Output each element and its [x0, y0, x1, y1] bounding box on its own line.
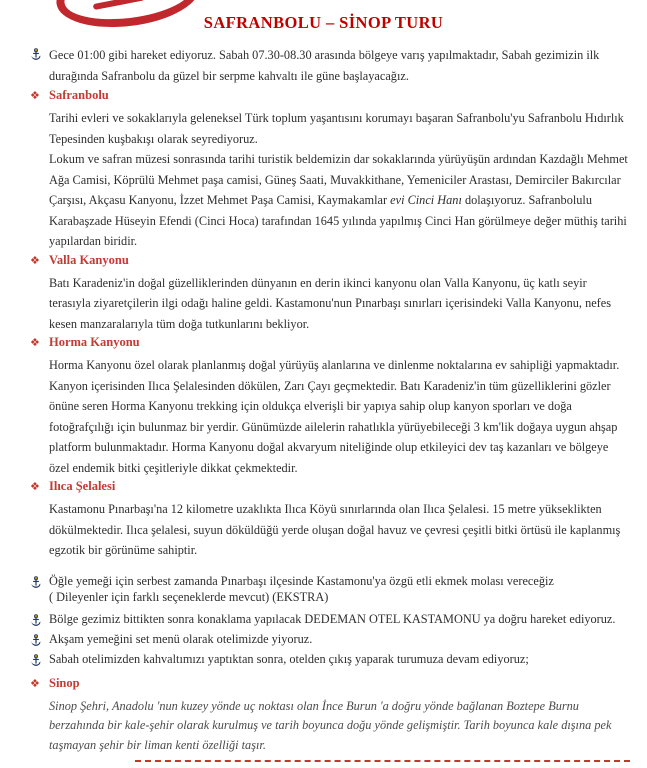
list-item	[30, 45, 630, 87]
paragraph-horma: Horma Kanyonu özel olarak planlanmış doğal yürüyüş alanlarına ve dinlenme noktalarına ev sahipliği yapmaktadır. Kanyon içerisinden Ilıca Şelalesinden dökülen, Zarı Çayı geçmektedir. Batı Karadeniz'in tüm güzelliklerini gözler önüne seren Horma Kanyonu trekking için oldukça elverişli bir yapıya sahip olup kanyon sporları ve doğa fotoğrafçılığı için bulunmaz bir yerdir. Günümüzde ailelerin rahatlıkla yürüyebileceği 3 km'lik doğaya uygun ahşap platform bulunmaktadır. Horma Kanyonu doğal akvaryum niteliğinde olup etkileyici dev taş kazanları ve bölgeye özel endemik bitki çeşitleriyle dikkat çekmektedir.	[49, 358, 620, 475]
list-item-text: Sabah otelimizden kahvaltımızı yaptıktan sonra, otelden çıkış yaparak turumuza devam ediyoruz;	[49, 651, 529, 666]
section-sinop	[30, 676, 630, 756]
diamond-bullet-icon: ❖	[30, 253, 40, 267]
paragraph-valla: Batı Karadeniz'in doğal güzelliklerinden dünyanın en derin ikinci kanyonu olan Valla Kanyonu, üç katlı seyir terasıyla ziyaretçilerin ilgi odağı haline geldi. Kastamonu'nun Pınarbaşı sınırları içerisindeki Valla Kanyonu, nefes kesen manzaralarıyla tüm doğa tutkunlarını bekliyor.	[49, 275, 612, 331]
section-heading-safranbolu	[30, 88, 630, 108]
diamond-bullet-icon: ❖	[30, 89, 40, 102]
section-title: Safranbolu	[49, 88, 109, 102]
paragraph-text: Lokum ve safran müzesi sonrasında tarihi turistik beldemizin dar sokaklarında yürüyüşün ardından Kazdağlı Mehmet Ağa Camisi, Köprülü Mehmet paşa camisi, Güneş Saati, Muvakkithane, Yemeniciler Arastası, Demirciler Bakırcılar Çarşısı, Akçasu Kanyonu, İzzet Mehmet Paşa Camisi, Kaymakamlar	[49, 152, 628, 207]
list-item	[30, 573, 630, 606]
anchor-bullet-icon	[30, 654, 42, 671]
list-item	[30, 611, 630, 631]
section-title: Valla Kanyonu	[49, 252, 129, 267]
diamond-bullet-icon: ❖	[30, 480, 40, 493]
paragraph-safranbolu-1: Tarihi evleri ve sokaklarıyla geleneksel Türk toplum yaşantısını korumayı başaran Safranbolu'yu Safranbolu Hıdırlık Tepesinden kuşbakışı olarak seyrediyoruz.	[49, 111, 624, 146]
page-title: SAFRANBOLU – SİNOP TURU	[203, 13, 444, 32]
anchor-bullet-icon	[30, 614, 42, 631]
section-heading-ilica-selalesi	[30, 479, 630, 499]
list-item-line: Öğle yemeği için serbest zamanda Pınarbaşı ilçesinde Kastamonu'ya özgü etli ekmek molası vereceğiz	[49, 573, 554, 588]
dashed-separator	[135, 760, 630, 762]
section-heading-sinop	[30, 676, 630, 696]
anchor-bullet-icon	[30, 576, 42, 593]
anchor-bullet-icon	[30, 634, 42, 651]
logistics-list	[30, 573, 630, 671]
intro-text: Gece 01:00 gibi hareket ediyoruz. Sabah 07.30-08.30 arasında bölgeye varış yapılmaktadır, Sabah gezimizin ilk durağında Safranbolu da güzel bir serpme kahvaltı ile güne başlayacağız.	[49, 48, 600, 83]
italic-text: evi Cinci Hanı	[390, 193, 462, 207]
list-item-text: Akşam yemeğini set menü olarak otelimizde yiyoruz.	[49, 631, 313, 646]
section-heading-valla-kanyonu	[30, 253, 630, 273]
section-heading-horma-kanyonu	[30, 335, 630, 355]
document-body	[0, 45, 647, 762]
section-title: Sinop	[49, 675, 80, 690]
paragraph-ilica: Kastamonu Pınarbaşı'na 12 kilometre uzaklıkta Ilıca Köyü sınırlarında olan Ilıca Şelalesi. 15 metre yükseklikten dökülmektedir. Ilıca şelalesi, suyun döküldüğü yerde oluşan doğal havuz ve çevresi çeşitli bitki örtüsü ile kaplanmış egzotik bir görünüme sahiptir.	[49, 502, 621, 557]
paragraph-sinop: Sinop Şehri, Anadolu 'nun kuzey yönde uç noktası olan İnce Burun 'a doğru yönde bağlanan Boztepe Burnu berzahında bir kale-şehir olarak kurulmuş ve tarih boyunca doğu yönde gelişmiştir. Tarih boyunca kale dışına pek taşmayan şehir bir liman kenti özelliği taşır.	[49, 698, 612, 752]
list-item-text: Bölge gezimiz bittikten sonra konaklama yapılacak DEDEMAN OTEL KASTAMONU ya doğru hareket ediyoruz.	[49, 611, 616, 626]
anchor-bullet-icon	[30, 48, 42, 65]
paragraph-safranbolu-2	[49, 149, 630, 252]
list-item-line: ( Dileyenler için farklı seçeneklerde mevcut) (EKSTRA)	[49, 590, 329, 604]
paragraph-text: dolaşıyoruz. Safranbolulu Karabaşzade Hüseyin Efendi (Cinci Hoca) tarafından 1645 yılında yapılmış Cinci Han görülmeye değer müthiş tarihi yapılardan biridir.	[49, 193, 627, 248]
section-title: Ilıca Şelalesi	[49, 479, 116, 493]
list-item	[30, 631, 630, 651]
section-title: Horma Kanyonu	[49, 335, 140, 349]
list-item-text	[49, 573, 554, 606]
list-item	[30, 651, 630, 671]
diamond-bullet-icon: ❖	[30, 676, 40, 690]
diamond-bullet-icon: ❖	[30, 336, 40, 349]
